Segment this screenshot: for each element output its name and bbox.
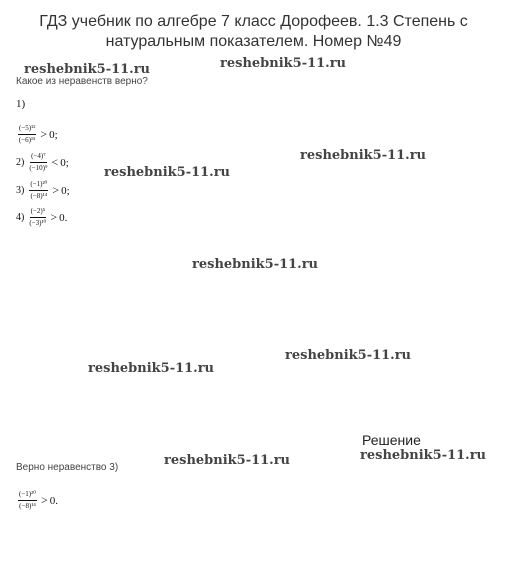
watermark: reshebnik5-11.ru [104,165,231,180]
fraction [29,180,48,201]
inequality-sign: > [40,127,48,141]
fraction-numerator: (−5)¹² [18,124,36,135]
option-label: 4) [16,212,25,223]
title-line-1: ГДЗ учебник по алгебре 7 класс Дорофеев. 1.3 Степень с [39,13,468,30]
question-text: Какое из неравенств верно? [16,76,148,87]
watermark: reshebnik5-11.ru [300,148,427,163]
inequality-sign: < [51,155,59,169]
fraction-denominator: (−8)¹⁴ [19,502,36,510]
option-label: 2) [16,157,25,168]
title-line-2: натуральным показателем. Номер №49 [105,33,402,50]
fraction-denominator: (−8)¹⁴ [30,192,48,200]
fraction [29,152,47,173]
inequality-rhs: 0; [49,128,58,141]
watermark: reshebnik5-11.ru [88,361,215,376]
watermark: reshebnik5-11.ru [192,257,319,272]
fraction [29,207,46,228]
fraction-denominator: (−10)⁹ [29,164,48,172]
watermark: reshebnik5-11.ru [24,62,151,77]
option-label: 1) [16,98,26,110]
inequality-rhs: 0. [59,211,68,224]
fraction [18,490,37,511]
inequality-sign: > [41,493,48,507]
page-title [0,12,507,52]
option-2-expression [16,152,69,173]
option-1-expression [16,124,58,145]
watermark: reshebnik5-11.ru [220,56,347,71]
inequality-sign: > [50,210,58,224]
fraction-numerator: (−2)⁵ [30,207,47,218]
fraction-numerator: (−1)²⁰ [18,490,37,501]
fraction-denominator: (−6)¹⁵ [18,136,36,144]
answer-text: Верно неравенство 3) [16,462,119,473]
option-4-expression [16,207,67,228]
watermark: reshebnik5-11.ru [360,448,487,463]
option-1-label [16,98,25,110]
fraction-denominator: (−3)¹⁰ [29,219,47,227]
inequality-rhs: 0. [49,494,59,507]
inequality-sign: > [52,183,60,197]
fraction-numerator: (−1)²⁰ [29,180,48,191]
fraction [18,124,36,145]
option-label: 3) [16,185,25,196]
answer-expression [16,490,58,511]
option-3-expression [16,180,70,201]
inequality-rhs: 0; [60,156,69,169]
watermark: reshebnik5-11.ru [285,348,412,363]
fraction-numerator: (−4)⁷ [30,152,47,163]
inequality-rhs: 0; [61,184,70,197]
solution-heading: Решение [362,432,421,448]
watermark: reshebnik5-11.ru [164,453,291,468]
